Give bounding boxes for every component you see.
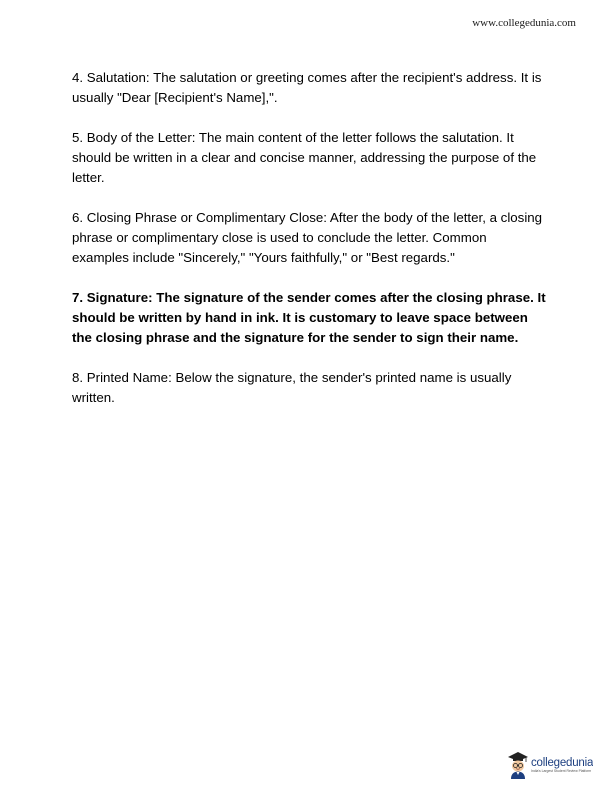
collegedunia-logo — [507, 748, 595, 782]
paragraph-body-of-letter: 5. Body of the Letter: The main content of the letter follows the salutation. It should be written in a clear and concise manner, addressing the purpose of the letter. — [72, 130, 537, 185]
paragraph-salutation: 4. Salutation: The salutation or greeting comes after the recipient's address. It is usually "Dear [Recipient's Name],". — [72, 70, 542, 105]
document-body — [72, 68, 547, 428]
paragraph-closing-phrase: 6. Closing Phrase or Complimentary Close: After the body of the letter, a closing phrase or complimentary close is used to conclude the letter. Common examples include "Sincerely," "Yours faithfully," or "Best regards." — [72, 210, 543, 265]
paragraph-signature: 7. Signature: The signature of the sender comes after the closing phrase. It should be written by hand in ink. It is customary to leave space between the closing phrase and the signature for the sender to sign their name. — [72, 290, 546, 345]
graduate-mascot-icon — [507, 750, 529, 780]
logo-tagline: India's Largest Student Review Platform — [531, 768, 592, 773]
paragraph-printed-name: 8. Printed Name: Below the signature, the sender's printed name is usually written. — [72, 370, 512, 405]
site-url: www.collegedunia.com — [472, 17, 576, 29]
logo-wordmark: collegedunia — [531, 756, 594, 769]
